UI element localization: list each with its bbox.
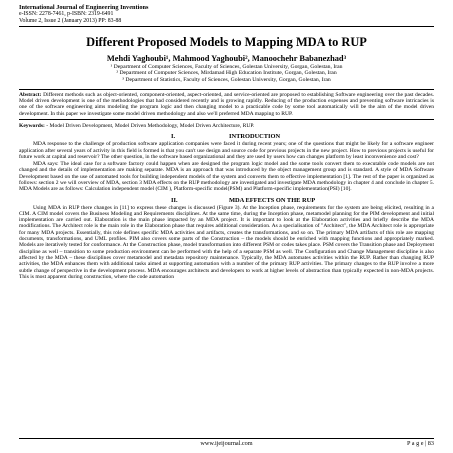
paper-title: Different Proposed Models to Mapping MDA to RUP <box>86 35 367 50</box>
section-title: INTRODUCTION <box>229 133 281 141</box>
keywords <box>19 123 434 129</box>
section-heading-introduction <box>19 133 434 141</box>
affiliation-1: ¹ Department of Computer Sciences, Faculty of Sciences, Golestan University, Gorgan, Golestan, Iran <box>110 64 343 71</box>
abstract-text: Different methods such as object-oriented, component-oriented, aspect-oriented, and service-oriented are proposed to establishing Software engineering over the past decades. Model driven development is one of the methodologies that had considered recently and is growing rapidly. Reducing of the production expenses and preventing software intricacies is one of the software engineering aims modeling the program logic and then changing model to a practicable code by some tool automatically will be the aim of the model driven development. In this paper we investigate some model driven methodology and also we'll preferred MDA mapping to RUP. <box>19 91 434 117</box>
abstract-label: Abstract: <box>19 91 42 98</box>
section-number: I. <box>171 133 176 141</box>
abstract <box>19 92 434 117</box>
page-footer <box>19 438 434 447</box>
journal-name: International Journal of Engineering Inventions <box>19 4 149 11</box>
journal-volume: Volume 2, Issue 2 (January 2013) PP: 83-88 <box>19 17 122 24</box>
affiliation-3: ³ Department of Statistics, Faculty of Sciences, Golestan University, Gorgan, Golestan, Iran <box>122 76 331 83</box>
body-paragraph: Using MDA in RUP there changes in [11] to express these changes is discussed (Figure 3). At the Inception phase, requirements for the system are being elicited, resulting in a CIM. A CIM model covers the Business Modeling and Requirements disciplines. At the same time, during the Inception phase, metamodel planning for the PIM development and initial implementation are carried out. Elaboration is the main phase impacted by an MDA project. It is important to look at the Elaboration activities and briefly describe the MDA modifications. The Architect role is the main role in the Elaboration phase that requires additional consideration. As a specialisation of "Architect", the MDA Architect role is appropriate for many MDA projects. Essentially, this role defines specific MDA activities and artifacts, creates the transformations, and so on. The primary MDA artifacts of this role are mapping documents, transformations, and UML profiles. PIM also covers some parts of the Construction – the models should be enriched with mapping functions and appropriately marked. Models are iteratively tested for conformance. At the Construction phase, model transformation into different PSM or codes takes place. PSM covers the Transition phase and Deployment discipline as well – transition to some production environment can be performed with the help of a separate PSM as well. The Configuration and Change Management discipline is also affected by the MDA – these disciplines cover metamodel and metadata repository maintenance. Typically, the MDA automates activities within the RUP. Rather than changing RUP activities, the MDA enhances them with additional tasks aimed at supporting automation with a number of the primary RUP activities. The primary changes to the RUP involve a more subtle change of perspective in the development process. MDA encourages architects and developers to work at higher levels of abstraction than typically expected in non-MDA projects. This is most apparent during construction, where the code automation <box>19 204 434 280</box>
body-paragraph: MDA response to the challenge of production software application companies were faced it during recent years; one of the questions that might be likely for a software engineer application after several years of activity in this field is formed is that you can't use design and source code for previous projects in the new project. How to previous projects is useful for future work at capital and reservoir? The other question, in the software based organizational and they are used by users how can changes platform by least inconvenience and cost? <box>19 141 434 160</box>
affiliation-2: ² Department of Computer Sciences, Mirdamad High Education Institute, Gorgan, Golestan, Iran <box>116 70 337 77</box>
keywords-label: Keywords: <box>19 122 45 129</box>
footer-url[interactable]: www.ijeijournal.com <box>200 440 253 447</box>
journal-issn: e-ISSN: 2278-7461, p-ISBN: 2319-6491 <box>19 11 114 18</box>
page-number: P a g e | 83 <box>407 440 434 447</box>
section-number: II. <box>171 196 178 204</box>
section-heading-mda-effects <box>19 197 434 205</box>
header-rule <box>19 26 434 27</box>
keywords-text: - Model Driven Development, Model Driven Methodology, Model Driven Architecture, RUP. <box>46 122 255 129</box>
body-paragraph: MDA says: The ideal case for a software factory could happen when are designed the program logic model and the some tools convert them to executable code models are not changed and the details of implementation are making separate. MDA is an approach that was introduced by the object management group and is standard. A style of MDA Software Development based on the use of automated tools for building independent models of the system and converts them to effective implementation [1]. The rest of the paper is organized as follows: section 2 we will overview of MDA, section 3 MDA effects on the RUP methodology are investigated and investigate MDA methodology in chapter 4 and conclude in chapter 5. MDA Models are as follows: Calculation independent model (CIM ), Platform-specific model(PSM) and Platform-specific implementation(PSI) [10]. <box>19 161 434 193</box>
author-list: Mehdi Yaghoubi¹, Mahmood Yaghoubi², Manoochehr Babanezhad³ <box>106 54 347 64</box>
section-title: MDA EFFECTS ON THE RUP <box>229 196 316 204</box>
abstract-box <box>19 89 434 120</box>
